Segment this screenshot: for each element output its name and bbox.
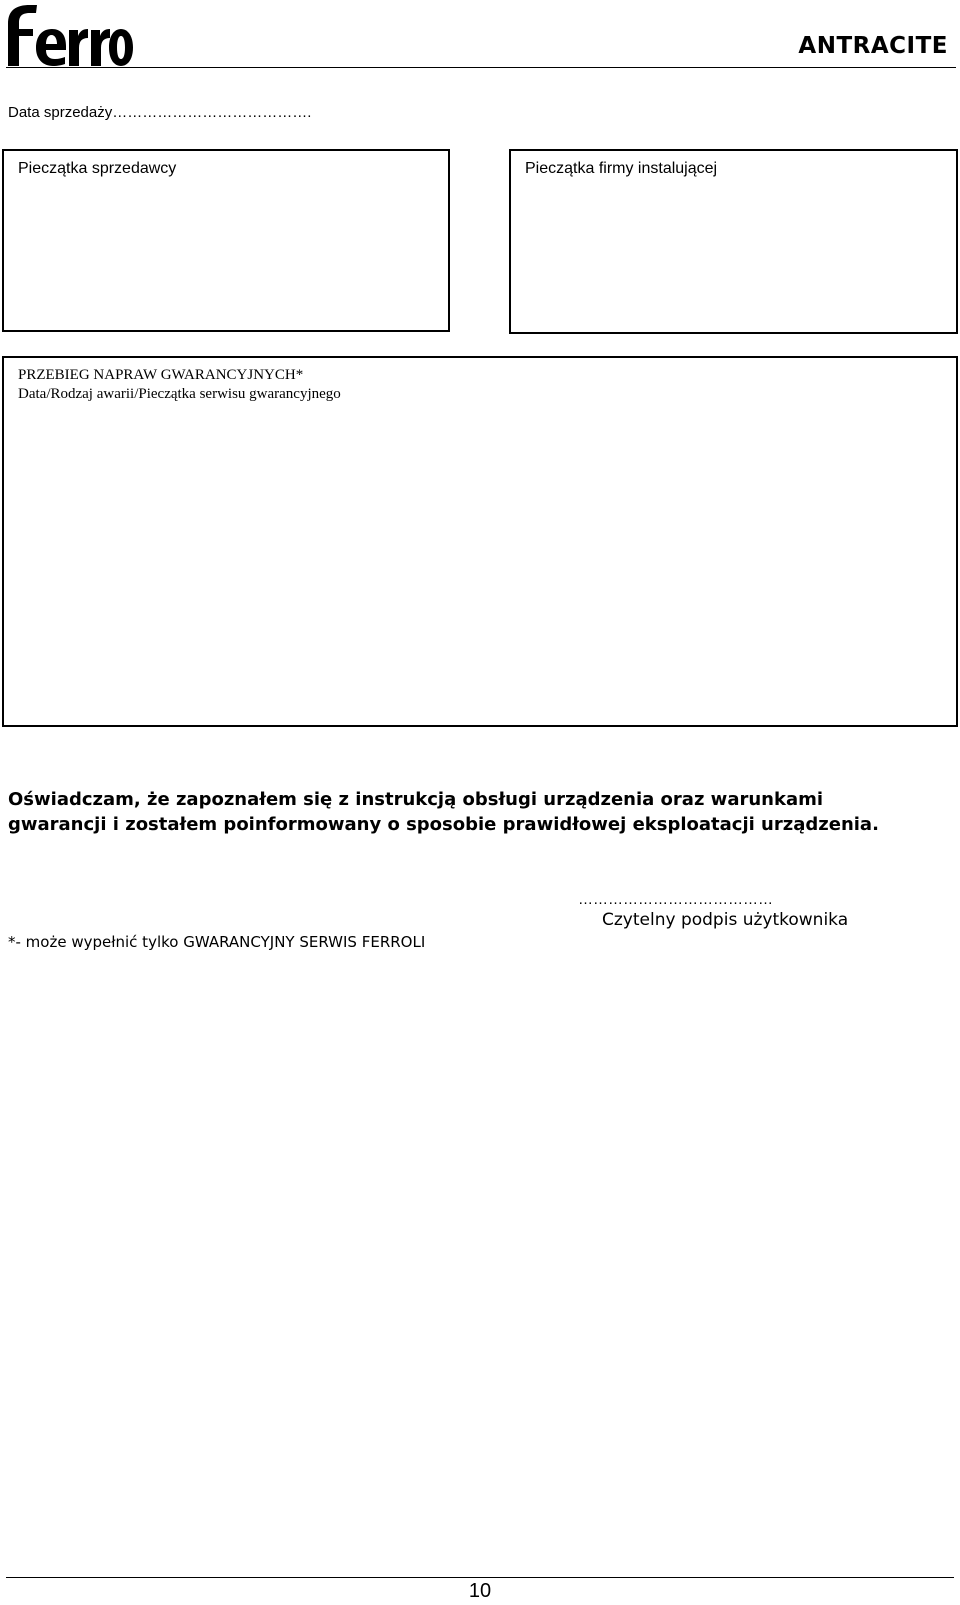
ferroli-logo (6, 2, 134, 66)
user-declaration (8, 787, 953, 837)
seller-stamp-box[interactable] (2, 149, 450, 332)
header-divider (6, 67, 956, 68)
signature-line[interactable]: ………………………………… (578, 891, 773, 908)
installer-stamp-box[interactable] (509, 149, 958, 334)
installer-stamp-label: Pieczątka firmy instalującej (525, 160, 718, 177)
service-footnote: *- może wypełnić tylko GWARANCYJNY SERWIS FERROLI (8, 933, 426, 951)
footer-divider (6, 1577, 954, 1578)
seller-stamp-label: Pieczątka sprzedawcy (18, 160, 177, 177)
signature-label: Czytelny podpis użytkownika (602, 910, 849, 930)
declaration-line-1: Oświadczam, że zapoznałem się z instrukcją obsługi urządzenia oraz warunkami (8, 789, 824, 810)
product-name: ANTRACITE (798, 33, 948, 59)
sale-date-field[interactable]: Data sprzedaży…………………………………. (8, 104, 312, 121)
repairs-title: PRZEBIEG NAPRAW GWARANCYJNYCH* (18, 367, 304, 383)
repairs-subtitle: Data/Rodzaj awarii/Pieczątka serwisu gwarancyjnego (18, 386, 341, 402)
page-header (0, 0, 960, 70)
page-number: 10 (468, 1580, 492, 1602)
declaration-line-2: gwarancji i zostałem poinformowany o sposobie prawidłowej eksploatacji urządzenia. (8, 814, 879, 835)
warranty-repairs-box[interactable] (2, 356, 958, 727)
